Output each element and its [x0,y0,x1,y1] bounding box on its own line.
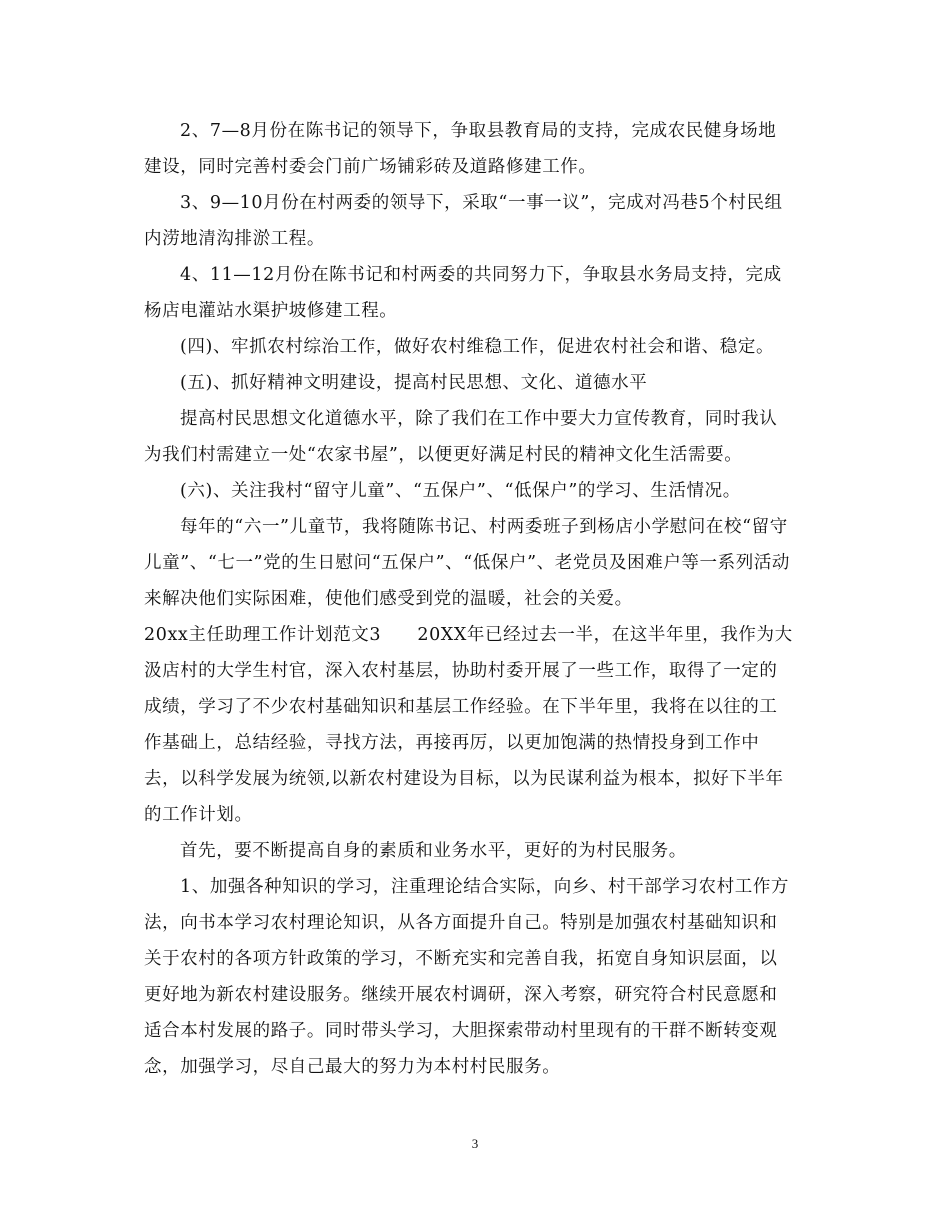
text-line: 法，向书本学习农村理论知识，从各方面提升自己。特别是加强农村基础知识和 [144,913,778,933]
text-line: 汲店村的大学生村官，深入农村基层，协助村委开展了一些工作，取得了一定的 [144,661,778,681]
text-line: 提高村民思想文化道德水平，除了我们在工作中要大力宣传教育，同时我认 [180,409,778,429]
text-line: 适合本村发展的路子。同时带头学习，大胆探索带动村里现有的干群不断转变观 [144,1021,778,1041]
text-line: 建设，同时完善村委会门前广场铺彩砖及道路修建工作。 [144,157,597,177]
text-line: 1、加强各种知识的学习，注重理论结合实际，向乡、村干部学习农村工作方 [180,877,790,897]
text-line: 内涝地清沟排淤工程。 [144,229,325,249]
text-line: 4、11—12月份在陈书记和村两委的共同努力下，争取县水务局支持，完成 [180,265,782,285]
text-line: 去，以科学发展为统领,以新农村建设为目标，以为民谋利益为根本，拟好下半年 [144,769,784,789]
text-line: 为我们村需建立一处“农家书屋”，以便更好满足村民的精神文化生活需要。 [144,445,743,465]
section-heading: (六)、关注我村“留守儿童”、“五保户”、“低保户”的学习、生活情况。 [180,481,741,501]
text-line: 关于农村的各项方针政策的学习，不断充实和完善自我，拓宽自身知识层面，以 [144,949,778,969]
page-number: 3 [471,1136,479,1151]
text-line: 成绩，学习了不少农村基础知识和基层工作经验。在下半年里，我将在以往的工 [144,697,778,717]
section-heading: (五)、抓好精神文明建设，提高村民思想、文化、道德水平 [180,373,648,393]
section-heading: (四)、牢抓农村综治工作，做好农村维稳工作，促进农村社会和谐、稳定。 [180,337,775,357]
text-line: 杨店电灌站水渠护坡修建工程。 [144,301,398,321]
text-line: 首先，要不断提高自身的素质和业务水平，更好的为村民服务。 [180,841,687,861]
text-line: 儿童”、“七一”党的生日慰问“五保户”、“低保户”、老党员及困难户等一系列活动 [144,553,791,573]
text-line: 作基础上，总结经验，寻找方法，再接再厉，以更加饱满的热情投身到工作中 [144,733,760,753]
text-line: 更好地为新农村建设服务。继续开展农村调研，深入考察，研究符合村民意愿和 [144,985,778,1005]
text-line: 的工作计划。 [144,805,253,825]
text-line: 每年的“六一”儿童节，我将随陈书记、村两委班子到杨店小学慰问在校“留守 [180,517,788,537]
text-line: 来解决他们实际困难，使他们感受到党的温暖，社会的关爱。 [144,589,633,609]
text-line: 念，加强学习，尽自己最大的努力为本村村民服务。 [144,1057,561,1077]
text-line: 3、9—10月份在村两委的领导下，采取“一事一议”，完成对冯巷5个村民组 [180,193,783,213]
text-line: 2、7—8月份在陈书记的领导下，争取县教育局的支持，完成农民健身场地 [180,121,777,141]
text-line: 20xx主任助理工作计划范文3 20XX年已经过去一半，在这半年里，我作为大 [144,625,793,645]
